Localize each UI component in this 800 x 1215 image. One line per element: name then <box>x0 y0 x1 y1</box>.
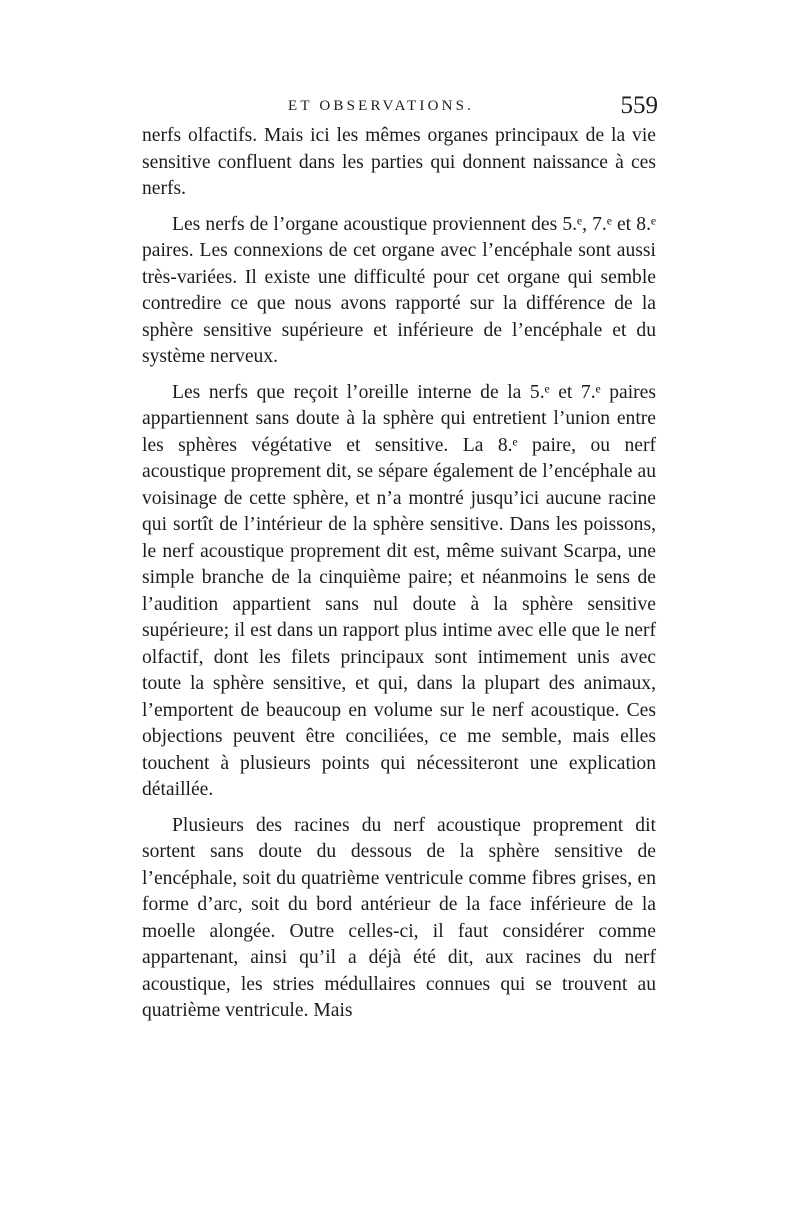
paragraph-internal-ear: Les nerfs que reçoit l’oreille interne de la 5.ᵉ et 7.ᵉ paires appartiennent sans doute à la sphère qui entretient l’union entre les sphères végétative et sensitive. La 8.ᵉ paire, ou nerf acoustique proprement dit, se sépare également de l’encéphale au voisinage de cette sphère, et n’a montré jusqu’ici aucune racine qui sortît de l’intérieur de la sphère sensitive. Dans les poissons, le nerf acoustique proprement dit est, même suivant Scarpa, une simple branche de la cinquième paire; et néanmoins le sens de l’audition appartient sans nul doute à la sphère sensitive supérieure; il est dans un rapport plus intime avec elle que le nerf olfactif, dont les filets principaux sont intimement unis avec toute la sphère sensitive, et qui, dans la plupart des animaux, l’emportent de beaucoup en volume sur le nerf acoustique. Ces objections peuvent être conciliées, ce me semble, mais elles touchent à plusieurs points qui nécessiteront une explication détaillée. <box>142 381 656 800</box>
running-head <box>140 94 660 124</box>
paragraph-continuation: nerfs olfactifs. Mais ici les mêmes organes principaux de la vie sensitive confluent dans les parties qui donnent naissance à ces nerfs. <box>142 125 656 199</box>
page-number: 559 <box>620 92 658 119</box>
paragraph-acoustic-nerves: Les nerfs de l’organe acoustique proviennent des 5.ᵉ, 7.ᵉ et 8.ᵉ paires. Les connexions de cet organe avec l’encéphale sont aussi très-variées. Il existe une difficulté pour cet organe qui semble contredire ce que nous avons rapporté sur la différence de la sphère sensitive supérieure et inférieure de l’encéphale et du système nerveux. <box>142 213 656 367</box>
paragraph-acoustic-roots: Plusieurs des racines du nerf acoustique proprement dit sortent sans doute du dessous de la sphère sensitive de l’encéphale, soit du quatrième ventricule comme fibres grises, en forme d’arc, soit du bord antérieur de la face inférieure de la moelle alongée. Outre celles-ci, il faut considérer comme appartenant, ainsi qu’il a déjà été dit, aux racines du nerf acoustique, les stries médullaires connues qui se trouvent au quatrième ventricule. Mais <box>142 814 656 1021</box>
running-title: ET OBSERVATIONS. <box>288 98 475 114</box>
body-text <box>142 123 656 1034</box>
